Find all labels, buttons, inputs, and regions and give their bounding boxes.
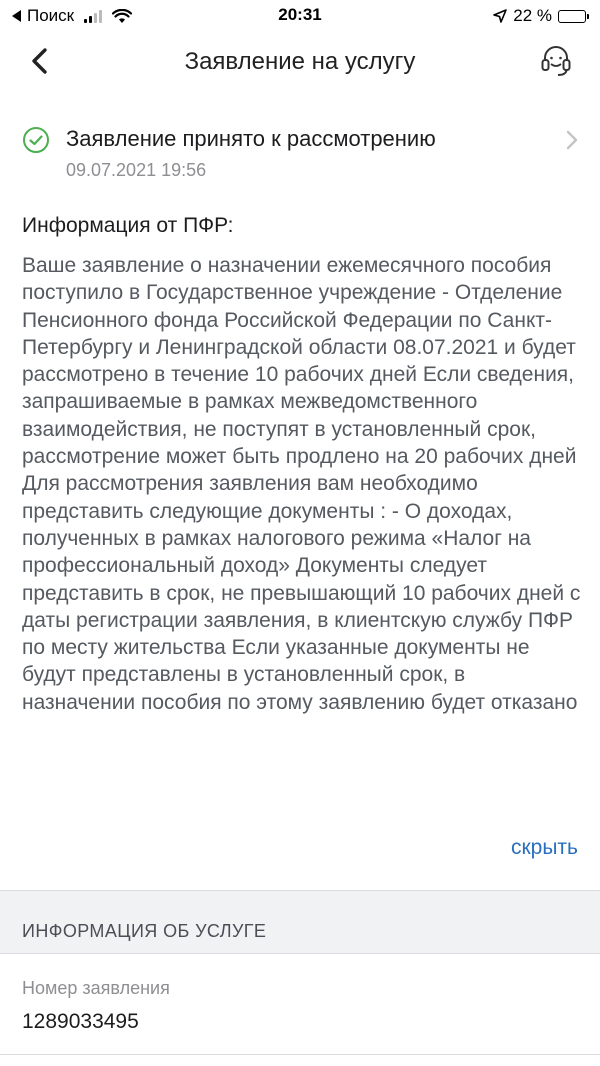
- application-status-row[interactable]: [0, 120, 600, 190]
- check-circle-icon: [22, 126, 50, 154]
- status-title: Заявление принято к рассмотрению: [66, 126, 436, 151]
- section-title: ИНФОРМАЦИЯ ОБ УСЛУГЕ: [22, 921, 267, 941]
- nav-header: [0, 34, 600, 88]
- application-number-value: 1289033495: [22, 1010, 139, 1033]
- info-text: Ваше заявление о назначении ежемесячного пособия поступило в Государственное учреждение - Отделение Пенсионного фонда Российской Федерации по Санкт-Петербургу и Ленинградской области 08.07.2021 и будет рассмотрено в течение 10 рабочих дней Если сведения, запрашиваемые в рамках межведомственного взаимодействия, не поступят в установленный срок, рассмотрение может быть продлено на 20 рабочих дней Для рассмотрения заявления вам необходимо представить следующие документы : - О доходах, полученных в рамках налогового режима «Налог на профессиональный доход» Документы следует представить в срок, не превышающий 10 рабочих дней с даты регистрации заявления, в клиентскую службу ПФР по месту жительства Если указанные документы не будут представлены в установленный срок, в назначении пособия по этому заявлению будет отказано: [22, 254, 581, 714]
- hide-link[interactable]: скрыть: [510, 836, 578, 859]
- carrier-label: Поиск: [27, 6, 75, 25]
- location-arrow-icon: [493, 9, 507, 23]
- battery-percent: 22 %: [513, 6, 552, 25]
- headset-icon: [538, 42, 574, 78]
- info-heading: Информация от ПФР:: [22, 214, 234, 237]
- chevron-right-icon: [564, 128, 580, 152]
- battery-icon: [558, 10, 586, 23]
- application-number-label: Номер заявления: [22, 978, 170, 998]
- status-date: 09.07.2021 19:56: [66, 160, 207, 180]
- support-button[interactable]: [538, 42, 574, 78]
- status-bar-right: [493, 6, 586, 26]
- service-info-section-header: [0, 890, 600, 954]
- clock: 20:31: [278, 5, 322, 24]
- status-bar: [0, 0, 600, 34]
- divider: [0, 1054, 600, 1055]
- page-title: Заявление на услугу: [184, 48, 416, 75]
